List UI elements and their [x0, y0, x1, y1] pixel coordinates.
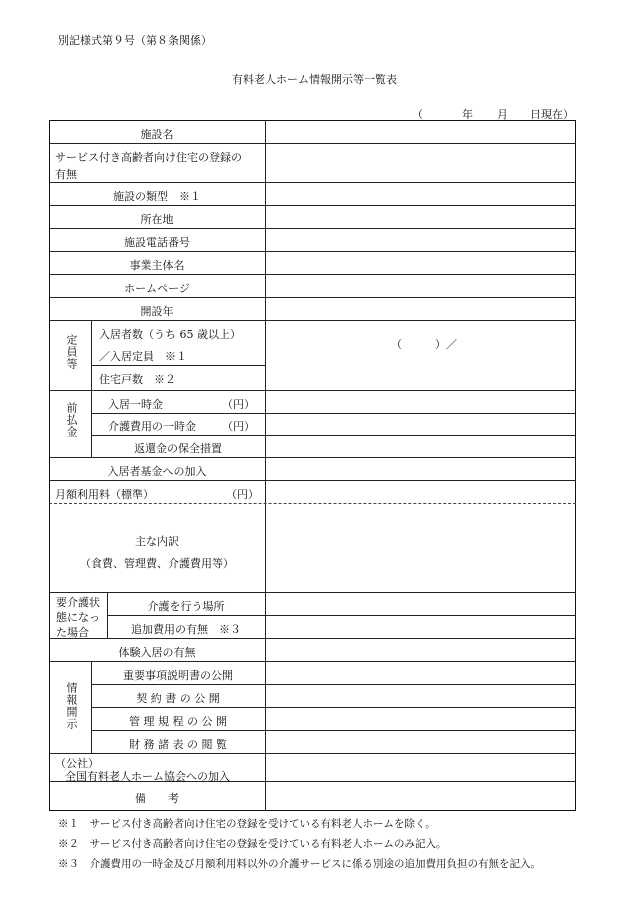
prepaid-group-label: 前払金 [65, 402, 78, 438]
row-line [107, 615, 576, 616]
row-line [49, 205, 576, 206]
capacity-label: ／入居定員 ※１ [99, 350, 187, 363]
care-group-label-2: 態になっ [56, 611, 100, 624]
sakoju-label-2: 有無 [55, 168, 77, 181]
footnote-3: ※３ 介護費用の一時金及び月額利用料以外の介護サービスに係る別途の追加費用負担の有無を記入。 [58, 858, 541, 870]
fund-label: 入居者基金への加入 [107, 465, 207, 478]
monthly-unit: （円） [226, 488, 259, 501]
doc3-label: 管 理 規 程 の 公 開 [129, 715, 227, 728]
date-as-of: 日現在） [530, 108, 574, 121]
association-label-1: （公社） [55, 757, 99, 770]
row-line [49, 182, 576, 183]
group-divider [91, 320, 92, 390]
association-label-2: 全国有料老人ホーム協会への加入 [65, 770, 230, 783]
date-month: 月 [497, 108, 508, 121]
page-title: 有料老人ホーム情報開示等一覧表 [232, 73, 397, 86]
row-line [49, 480, 576, 481]
row-line [49, 753, 576, 754]
doc1-label: 重要事項説明書の公開 [123, 669, 233, 682]
units-label: 住宅戸数 ※２ [99, 373, 176, 386]
care-place-label: 介護を行う場所 [147, 600, 225, 613]
info-group-label: 情報開示 [65, 682, 78, 730]
footnote-1: ※１ サービス付き高齢者向け住宅の登録を受けている有料老人ホームを除く。 [58, 818, 436, 830]
row-line [49, 638, 576, 639]
opened-label: 開設年 [140, 305, 174, 318]
capacity-value: （ ）／ [391, 338, 457, 351]
doc4-label: 財 務 諸 表 の 閲 覧 [129, 738, 227, 751]
footnote-2: ※２ サービス付き高齢者向け住宅の登録を受けている有料老人ホームのみ記入。 [58, 838, 447, 850]
phone-label: 施設電話番号 [124, 236, 190, 249]
dashed-separator [49, 503, 576, 504]
care-lump-unit: （円） [222, 420, 255, 433]
breakdown-label-2: （食費、管理費、介護費用等） [80, 557, 234, 570]
doc2-label: 契 約 書 の 公 開 [136, 692, 220, 705]
row-line [49, 457, 576, 458]
row-line [49, 274, 576, 275]
row-line [49, 592, 576, 593]
row-line [91, 684, 576, 685]
care-lump-label: 介護費用の一時金 [108, 420, 196, 433]
row-line [49, 143, 576, 144]
lump-sum-label: 入居一時金 [108, 398, 163, 411]
remarks-label: 備 考 [135, 792, 179, 805]
homepage-label: ホームページ [124, 282, 190, 295]
address-label: 所在地 [140, 213, 174, 226]
care-group-label-1: 要介護状 [56, 596, 100, 609]
row-line [49, 297, 576, 298]
row-line [49, 390, 576, 391]
row-line [49, 251, 576, 252]
lump-sum-unit: （円） [222, 398, 255, 411]
sakoju-label-1: サービス付き高齢者向け住宅の登録の [55, 151, 242, 164]
row-line [91, 413, 576, 414]
row-line [91, 730, 576, 731]
refund-label: 返還金の保全措置 [134, 442, 222, 455]
breakdown-label-1: 主な内訳 [135, 535, 179, 548]
residents-label: 入居者数（うち 65 歳以上） [99, 328, 241, 341]
form-number: 別記様式第９号（第８条関係） [58, 34, 212, 47]
date-open: （ [412, 108, 423, 121]
facility-type-label: 施設の類型 ※１ [113, 190, 201, 203]
row-line [91, 435, 576, 436]
capacity-group-label: 定員等 [65, 334, 78, 370]
extra-cost-label: 追加費用の有無 ※３ [131, 623, 241, 636]
monthly-label: 月額利用料（標準） [55, 488, 154, 501]
row-line [49, 320, 576, 321]
facility-name-label: 施設名 [140, 128, 174, 141]
row-line [91, 365, 265, 366]
row-line [49, 228, 576, 229]
row-line [49, 661, 576, 662]
row-line [91, 707, 576, 708]
date-year: 年 [462, 108, 473, 121]
care-group-label-3: た場合 [56, 626, 89, 639]
operator-label: 事業主体名 [129, 259, 185, 272]
trial-label: 体験入居の有無 [118, 646, 196, 659]
